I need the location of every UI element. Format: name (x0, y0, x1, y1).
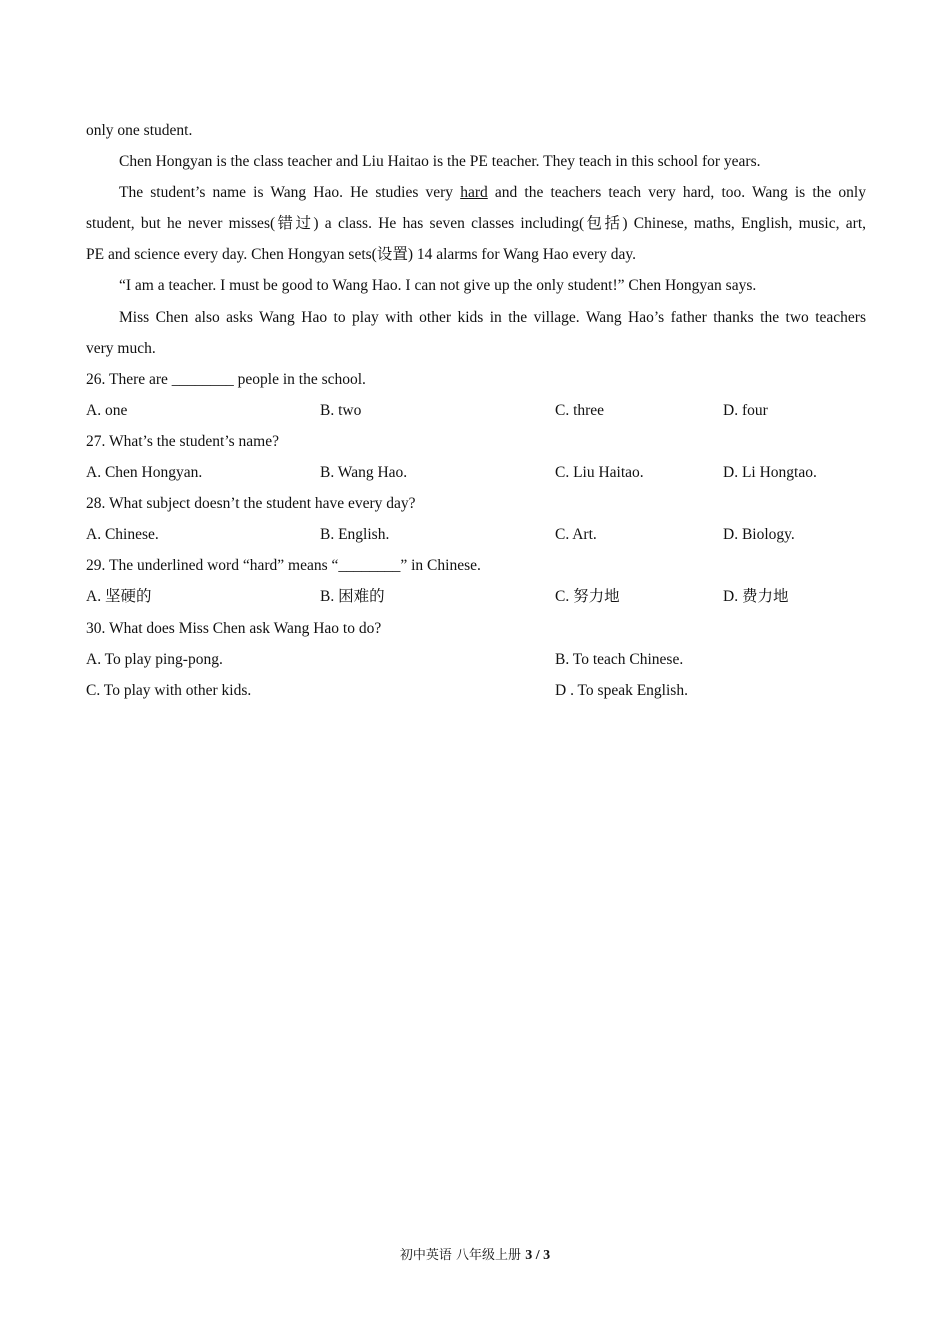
option-a: A. Chinese. (86, 526, 159, 544)
option-d: D. Biology. (723, 526, 795, 544)
question-options-30-row-2 (86, 675, 866, 706)
page-footer (0, 1244, 950, 1264)
passage-paragraph-2-line-3: PE and science every day. Chen Hongyan sets(设置) 14 alarms for Wang Hao every day. (86, 246, 636, 264)
passage-text: The student’s name is Wang Hao. He studies very (119, 184, 461, 202)
option-d: D. Li Hongtao. (723, 464, 817, 482)
question-options-29 (86, 581, 866, 612)
passage-paragraph-2-line-2: student, but he never misses(错过) a class. He has seven classes including(包括) Chinese, maths, English, music, art, (86, 215, 866, 233)
option-a: A. one (86, 401, 128, 419)
question-stem-29: 29. The underlined word “hard” means “________” in Chinese. (86, 557, 481, 575)
page-number: 3 / 3 (525, 1248, 551, 1263)
option-d: D . To speak English. (555, 681, 688, 699)
underlined-word-hard: hard (460, 184, 488, 202)
option-c: C. Liu Haitao. (555, 464, 644, 482)
passage-paragraph-4-line-1: Miss Chen also asks Wang Hao to play with other kids in the village. Wang Hao’s father thanks the two teachers (119, 308, 866, 326)
option-a: A. To play ping-pong. (86, 650, 223, 668)
option-a: A. 坚硬的 (86, 588, 152, 606)
option-d: D. four (723, 401, 768, 419)
passage-paragraph-1: Chen Hongyan is the class teacher and Liu Haitao is the PE teacher. They teach in this school for years. (119, 153, 761, 171)
question-stem-28: 28. What subject doesn’t the student have every day? (86, 495, 416, 513)
option-b: B. Wang Hao. (320, 464, 408, 482)
question-options-27 (86, 457, 866, 488)
footer-label: 初中英语 八年级上册 (399, 1248, 522, 1263)
option-b: B. To teach Chinese. (555, 650, 684, 668)
passage-paragraph-3: “I am a teacher. I must be good to Wang Hao. I can not give up the only student!” Chen Hongyan says. (119, 277, 757, 295)
question-stem-26: 26. There are ________ people in the school. (86, 370, 366, 388)
option-b: B. two (320, 401, 362, 419)
option-c: C. To play with other kids. (86, 681, 252, 699)
passage-line: only one student. (86, 122, 193, 139)
passage-text: and the teachers teach very hard, too. Wang is the only (487, 184, 866, 202)
option-d: D. 费力地 (723, 588, 789, 606)
question-options-26 (86, 395, 866, 426)
question-stem-27: 27. What’s the student’s name? (86, 432, 279, 450)
option-c: C. 努力地 (555, 588, 620, 606)
question-options-30-row-1 (86, 644, 866, 675)
option-b: B. 困难的 (320, 588, 385, 606)
question-stem-30: 30. What does Miss Chen ask Wang Hao to do? (86, 619, 382, 637)
option-c: C. three (555, 401, 605, 419)
passage-paragraph-4-line-2: very much. (86, 339, 156, 357)
document-body (86, 115, 866, 706)
option-b: B. English. (320, 526, 390, 544)
question-options-28 (86, 519, 866, 550)
passage-paragraph-2-line-1 (86, 177, 866, 208)
option-a: A. Chen Hongyan. (86, 464, 203, 482)
option-c: C. Art. (555, 526, 597, 544)
